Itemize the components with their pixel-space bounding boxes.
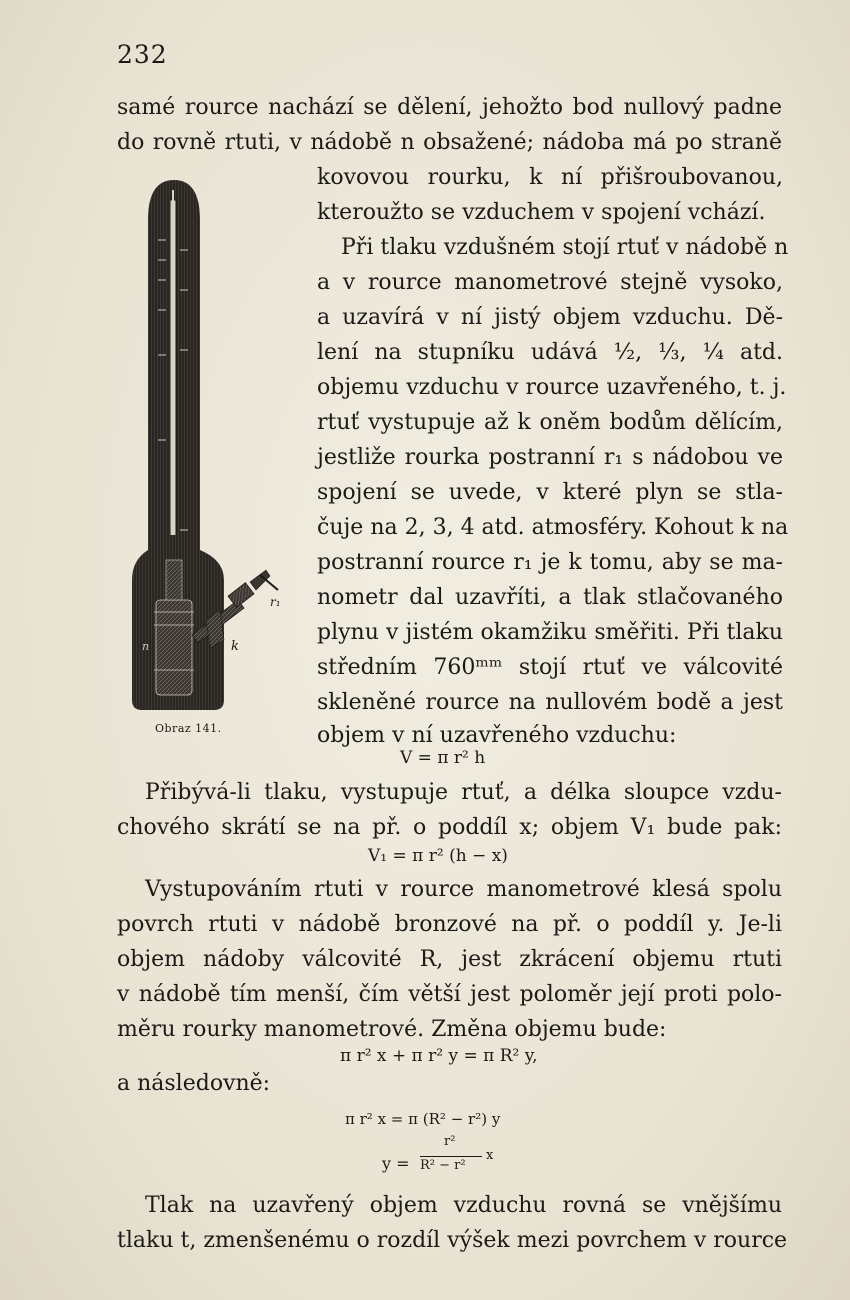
text-line: rtuť vystupuje až k oněm bodům dělícím, bbox=[317, 410, 783, 435]
label-n: n bbox=[142, 640, 150, 653]
manometer-illustration bbox=[118, 180, 298, 720]
text-line: skleněné rource na nullovém bodě a jest bbox=[317, 690, 783, 715]
text-line: povrch rtuti v nádobě bronzové na př. o poddíl y. Je-li bbox=[117, 912, 782, 937]
page-number: 232 bbox=[117, 40, 168, 69]
label-r1: r₁ bbox=[270, 595, 281, 609]
text-line: středním 760ᵐᵐ stojí rtuť ve válcovité bbox=[317, 655, 783, 680]
board-neck bbox=[148, 535, 200, 555]
text-line: lení na stupníku udává ½, ⅓, ¼ atd. bbox=[317, 340, 783, 365]
text-line: měru rourky manometrové. Změna objemu bude: bbox=[117, 1017, 667, 1042]
manometer-figure bbox=[118, 180, 298, 720]
glass-tube bbox=[170, 200, 176, 540]
text-line: a následovně: bbox=[117, 1071, 271, 1096]
text-line: a uzavírá v ní jistý objem vzduchu. Dě- bbox=[317, 305, 783, 330]
fraction-rhs: x bbox=[486, 1148, 494, 1163]
text-line: nometr dal uzavříti, a tlak stlačovaného bbox=[317, 585, 783, 610]
text-line: plynu v jistém okamžiku směřiti. Při tlaku bbox=[317, 620, 783, 645]
bronze-vessel bbox=[156, 600, 192, 695]
text-line: samé rource nachází se dělení, jehožto bod nullový padne bbox=[117, 95, 782, 120]
formula-volume-change: π r² x + π r² y = π R² y, bbox=[340, 1046, 538, 1066]
text-line: čuje na 2, 3, 4 atd. atmosféry. Kohout k na bbox=[317, 515, 789, 540]
text-line: chového skrátí se na př. o poddíl x; objem V₁ bude pak: bbox=[117, 815, 782, 840]
label-k: k bbox=[231, 639, 239, 654]
text-line: objem v ní uzavřeného vzduchu: bbox=[317, 723, 677, 748]
text-line: Při tlaku vzdušném stojí rtuť v nádobě n bbox=[341, 235, 789, 260]
fraction-denominator: R² − r² bbox=[420, 1158, 466, 1173]
text-line: kovovou rourku, k ní přišroubovanou, bbox=[317, 165, 783, 190]
formula-volume-reduced: V₁ = π r² (h − x) bbox=[368, 846, 508, 866]
text-line: jestliže rourka postranní r₁ s nádobou ve bbox=[317, 445, 783, 470]
fraction-lhs: y = bbox=[382, 1154, 410, 1173]
text-line: Přibývá-li tlaku, vystupuje rtuť, a délka sloupce vzdu- bbox=[145, 780, 782, 805]
fraction-numerator: r² bbox=[444, 1134, 456, 1149]
text-line: objem nádoby válcovité R, jest zkrácení objemu rtuti bbox=[117, 947, 782, 972]
fraction-bar bbox=[420, 1156, 482, 1157]
text-line: postranní rource r₁ je k tomu, aby se ma- bbox=[317, 550, 783, 575]
text-line: a v rource manometrové stejně vysoko, bbox=[317, 270, 783, 295]
formula-relation: π r² x = π (R² − r²) y bbox=[345, 1110, 501, 1128]
text-line: v nádobě tím menší, čím větší jest poloměr její proti polo- bbox=[117, 982, 782, 1007]
text-line: Vystupováním rtuti v rource manometrové klesá spolu bbox=[145, 877, 782, 902]
text-line: spojení se uvede, v které plyn se stla- bbox=[317, 480, 783, 505]
valve-fitting bbox=[228, 583, 254, 608]
text-line: objemu vzduchu v rource uzavřeného, t. j. bbox=[317, 375, 787, 400]
figure-caption: Obraz 141. bbox=[155, 722, 222, 735]
text-line: Tlak na uzavřený objem vzduchu rovná se vnějšímu bbox=[145, 1193, 782, 1218]
vessel-neck bbox=[166, 560, 182, 600]
text-line: tlaku t, zmenšenému o rozdíl výšek mezi povrchem v rource bbox=[117, 1228, 788, 1253]
text-line: kteroužto se vzduchem v spojení vchází. bbox=[317, 200, 766, 225]
text-line: do rovně rtuti, v nádobě n obsažené; nádoba má po straně bbox=[117, 130, 782, 155]
formula-volume: V = π r² h bbox=[400, 748, 486, 768]
